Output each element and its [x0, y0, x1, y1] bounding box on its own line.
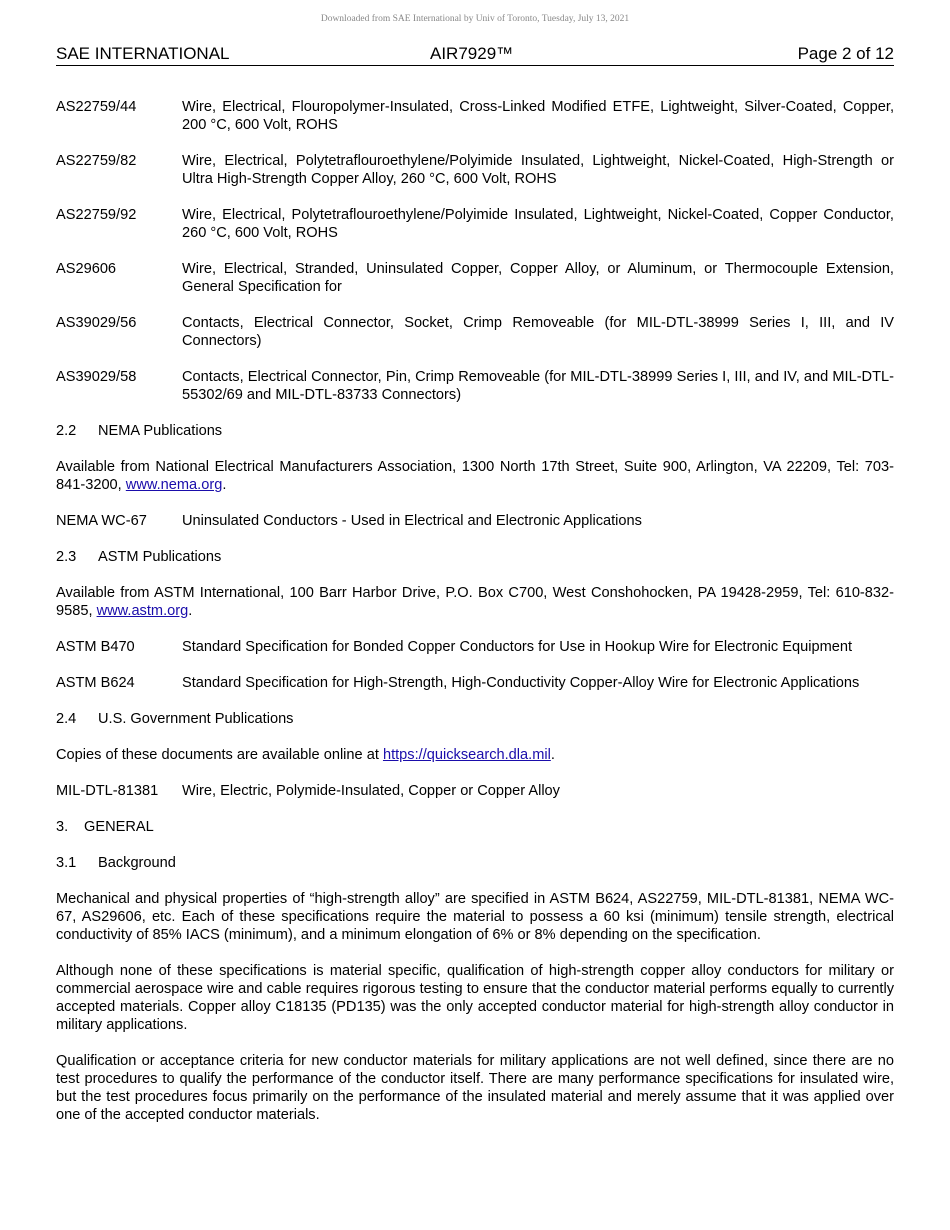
page-header	[56, 43, 894, 66]
section-title: NEMA Publications	[98, 423, 223, 439]
reference-code: AS39029/58	[56, 369, 137, 385]
reference-entry	[56, 260, 894, 296]
download-watermark: Downloaded from SAE International by Univ of Toronto, Tuesday, July 13, 2021	[320, 14, 630, 24]
section-heading-2-2	[56, 422, 894, 440]
reference-code: AS22759/82	[56, 153, 137, 169]
reference-description: Wire, Electrical, Stranded, Uninsulated Copper, Copper Alloy, or Aluminum, or Thermocouple Extension, General Specification for	[182, 261, 894, 295]
quicksearch-link[interactable]: https://quicksearch.dla.mil	[382, 747, 551, 763]
reference-code: AS22759/44	[56, 99, 137, 115]
header-document-id: AIR7929™	[430, 44, 514, 63]
punctuation: .	[188, 603, 193, 619]
nema-availability-paragraph	[56, 458, 894, 494]
reference-code: NEMA WC-67	[56, 513, 147, 529]
astm-availability-paragraph	[56, 584, 894, 620]
document-body	[56, 98, 894, 1142]
section-heading-2-3	[56, 548, 894, 566]
reference-entry	[56, 152, 894, 188]
reference-code: AS39029/56	[56, 315, 137, 331]
body-paragraph: Although none of these specifications is material specific, qualification of high-strength copper alloy conductors for military or commercial aerospace wire and cable requires rigorous testing to ensure that the conductor material performs equally to currently accepted materials. Copper alloy C18135 (PD135) was the only accepted conductor material for high-strength alloy conductor in military applications.	[56, 963, 894, 1033]
section-number: 2.4	[56, 711, 77, 727]
availability-text: Available from National Electrical Manufacturers Association, 1300 North 17th Street, Suite 900, Arlington, VA 22209, Tel: 703-841-3200,	[56, 459, 894, 493]
body-paragraph: Qualification or acceptance criteria for new conductor materials for military applications are not well defined, since there are no test procedures to qualify the performance of the conductor itself. There are many performance specifications for insulated wire, but the test procedures focus primarily on the performance of the insulated material and merely assume that it was applied over one of the accepted conductor materials.	[56, 1053, 894, 1123]
section-title: ASTM Publications	[98, 549, 222, 565]
reference-entry	[56, 98, 894, 134]
section-title: U.S. Government Publications	[98, 711, 294, 727]
gov-availability-paragraph	[56, 746, 894, 764]
punctuation: .	[550, 747, 555, 763]
reference-description: Wire, Electrical, Flouropolymer-Insulated, Cross-Linked Modified ETFE, Lightweight, Silver-Coated, Copper, 200 °C, 600 Volt, ROHS	[182, 99, 894, 133]
reference-entry	[56, 674, 894, 692]
reference-description: Wire, Electric, Polymide-Insulated, Copper or Copper Alloy	[182, 783, 560, 799]
section-number: 2.2	[56, 423, 77, 439]
reference-code: AS29606	[56, 261, 117, 277]
availability-text: Available from ASTM International, 100 Barr Harbor Drive, P.O. Box C700, West Conshohocken, PA 19428-2959, Tel: 610-832-9585,	[56, 585, 894, 619]
reference-entry	[56, 782, 894, 800]
section-number: 3.1	[56, 855, 77, 871]
reference-description: Contacts, Electrical Connector, Pin, Crimp Removeable (for MIL-DTL-38999 Series I, III, and IV, and MIL-DTL-55302/69 and MIL-DTL-83733 Connectors)	[182, 369, 894, 403]
section-heading-2-4	[56, 710, 894, 728]
astm-website-link[interactable]: www.astm.org	[96, 603, 189, 619]
reference-entry	[56, 314, 894, 350]
reference-entry	[56, 638, 894, 656]
reference-code: ASTM B624	[56, 675, 135, 691]
reference-description: Wire, Electrical, Polytetraflouroethylene/Polyimide Insulated, Lightweight, Nickel-Coated, Copper Conductor, 260 °C, 600 Volt, ROHS	[182, 207, 894, 241]
reference-description: Wire, Electrical, Polytetraflouroethylene/Polyimide Insulated, Lightweight, Nickel-Coated, High-Strength or Ultra High-Strength Copper Alloy, 260 °C, 600 Volt, ROHS	[182, 153, 894, 187]
reference-description: Contacts, Electrical Connector, Socket, Crimp Removeable (for MIL-DTL-38999 Series I, III, and IV Connectors)	[182, 315, 894, 349]
reference-code: ASTM B470	[56, 639, 135, 655]
section-heading-3-1	[56, 854, 894, 872]
reference-entry	[56, 512, 894, 530]
reference-entry	[56, 206, 894, 242]
reference-description: Uninsulated Conductors - Used in Electrical and Electronic Applications	[182, 513, 642, 529]
reference-description: Standard Specification for Bonded Copper Conductors for Use in Hookup Wire for Electronic Equipment	[182, 639, 853, 655]
reference-entry	[56, 368, 894, 404]
section-heading-3	[56, 818, 894, 836]
reference-code: AS22759/92	[56, 207, 137, 223]
section-number: 2.3	[56, 549, 77, 565]
availability-text: Copies of these documents are available online at	[56, 747, 383, 763]
punctuation: .	[222, 477, 227, 493]
reference-description: Standard Specification for High-Strength, High-Conductivity Copper-Alloy Wire for Electronic Applications	[182, 675, 860, 691]
section-title: GENERAL	[84, 819, 154, 835]
header-organization: SAE INTERNATIONAL	[56, 44, 230, 63]
section-title: Background	[98, 855, 176, 871]
reference-code: MIL-DTL-81381	[56, 783, 159, 799]
body-paragraph: Mechanical and physical properties of “high-strength alloy” are specified in ASTM B624, AS22759, MIL-DTL-81381, NEMA WC-67, AS29606, etc. Each of these specifications require the material to possess a 60 ksi (minimum) tensile strength, electrical conductivity of 85% IACS (minimum), and a minimum elongation of 6% or 8% depending on the specification.	[56, 891, 894, 943]
header-page-number: Page 2 of 12	[797, 44, 894, 63]
section-number: 3.	[56, 819, 69, 835]
nema-website-link[interactable]: www.nema.org	[125, 477, 223, 493]
